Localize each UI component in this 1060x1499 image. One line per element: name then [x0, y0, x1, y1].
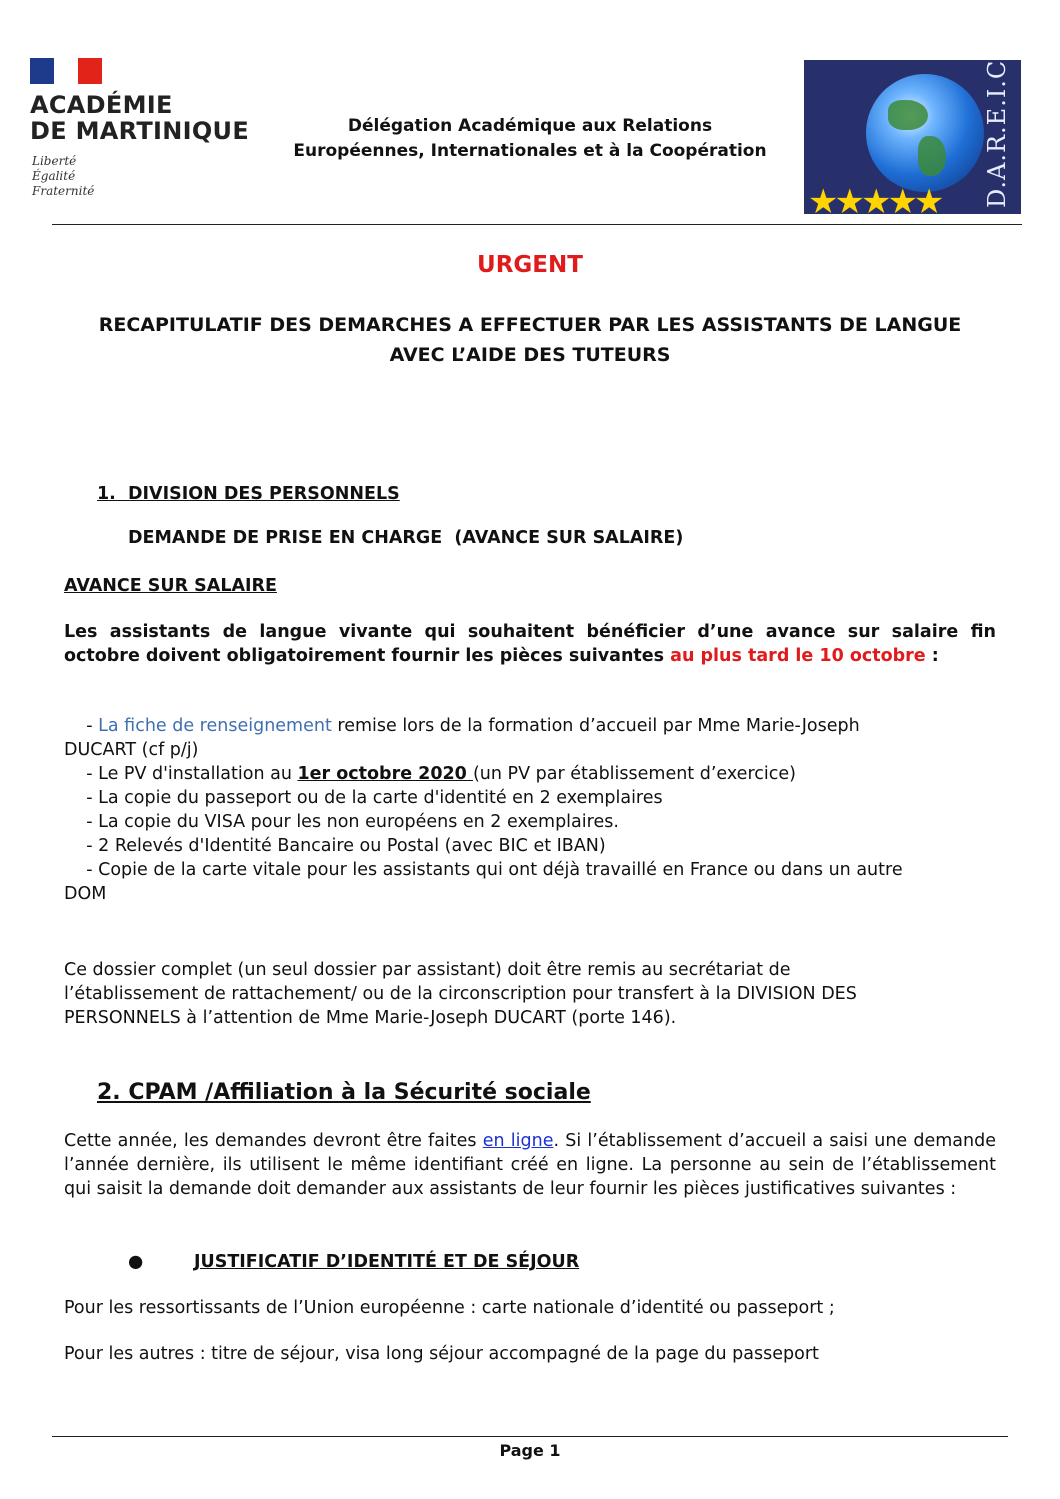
section-1-subheading: DEMANDE DE PRISE EN CHARGE (AVANCE SUR SALAIRE) [128, 528, 684, 548]
list-dash: - [64, 716, 99, 736]
list-item [64, 762, 1004, 786]
footer-divider [52, 1436, 1008, 1437]
documents-list [64, 714, 1004, 906]
others-line: Pour les autres : titre de séjour, visa long séjour accompagné de la page du passeport [64, 1344, 819, 1364]
recap-title [40, 310, 1020, 370]
delegation-title [280, 114, 780, 164]
avance-paragraph-line-2 [64, 644, 996, 668]
list-item-text: remise lors de la formation d’accueil par Mme Marie-Joseph [331, 716, 860, 736]
logo-title [30, 92, 249, 144]
list-item-continuation: DUCART (cf p/j) [64, 740, 199, 760]
motto-liberte: Liberté [32, 154, 77, 168]
delegation-line-2: Européennes, Internationales et à la Coopération [293, 141, 767, 161]
marianne-flag-icon [30, 58, 102, 84]
cpam-paragraph [64, 1129, 996, 1201]
justificatif-heading-text: JUSTIFICATIF D’IDENTITÉ ET DE SÉJOUR [194, 1252, 580, 1272]
deadline-text: au plus tard le 10 octobre [670, 646, 926, 666]
globe-icon [866, 74, 984, 192]
list-item-text: (un PV par établissement d’exercice) [472, 764, 796, 784]
installation-date: 1er octobre 2020 [297, 764, 473, 784]
avance-text: octobre doivent obligatoirement fournir les pièces suivantes [64, 646, 671, 666]
avance-text-end: : [925, 646, 939, 666]
list-item [64, 714, 1004, 738]
dossier-line-3: PERSONNELS à l’attention de Mme Marie-Joseph DUCART (porte 146). [64, 1008, 677, 1028]
avance-heading: AVANCE SUR SALAIRE [64, 576, 277, 596]
section-2-heading: 2. CPAM /Affiliation à la Sécurité sociale [97, 1080, 591, 1105]
header-divider [52, 224, 1022, 225]
avance-paragraph-line-1: Les assistants de langue vivante qui souhaitent bénéficier d’une avance sur salaire fin [64, 622, 996, 642]
motto-fraternite: Fraternité [32, 184, 95, 198]
motto-egalite: Égalité [32, 169, 76, 183]
dareic-logo-text: D.A.R.E.I.C [983, 60, 1011, 208]
delegation-line-1: Délégation Académique aux Relations [347, 116, 713, 136]
en-ligne-link[interactable]: en ligne [482, 1131, 554, 1151]
bullet-icon: ● [128, 1252, 144, 1272]
cpam-text: Cette année, les demandes devront être faites [64, 1131, 483, 1151]
recap-title-line-1: RECAPITULATIF DES DEMARCHES A EFFECTUER PAR LES ASSISTANTS DE LANGUE [98, 314, 962, 336]
list-item: - La copie du VISA pour les non européens en 2 exemplaires. [64, 812, 619, 832]
list-item: - La copie du passeport ou de la carte d'identité en 2 exemplaires [64, 788, 663, 808]
section-1-heading: 1. DIVISION DES PERSONNELS [97, 484, 400, 504]
justificatif-heading [128, 1250, 579, 1274]
avance-paragraph [64, 620, 996, 668]
page-number: Page 1 [499, 1441, 561, 1460]
list-item-continuation: DOM [64, 884, 107, 904]
eu-line: Pour les ressortissants de l’Union européenne : carte nationale d’identité ou passeport ; [64, 1298, 835, 1318]
logo-motto [32, 154, 94, 199]
dossier-line-1: Ce dossier complet (un seul dossier par assistant) doit être remis au secrétariat de [64, 960, 791, 980]
urgent-title: URGENT [477, 252, 583, 278]
logo-title-line-2: DE MARTINIQUE [30, 117, 250, 145]
dossier-line-2: l’établissement de rattachement/ ou de la circonscription pour transfert à la DIVISION DES [64, 984, 857, 1004]
cpam-text-rest: . Si l’établissement d’accueil a saisi une demande l’année dernière, ils utilisent le même identifiant créé en ligne. La personne au sein de l’établissement qui saisit la demande doit demander aux assistants de leur fournir les pièces justificatives suivantes : [64, 1131, 996, 1199]
list-item-text: - Le PV d'installation au [64, 764, 298, 784]
logo-title-line-1: ACADÉMIE [30, 91, 173, 119]
dossier-paragraph [64, 958, 1004, 1030]
dareic-logo [804, 60, 1021, 214]
fiche-renseignement-text: La fiche de renseignement [98, 716, 332, 736]
list-item: - 2 Relevés d'Identité Bancaire ou Postal (avec BIC et IBAN) [64, 836, 606, 856]
recap-title-line-2: AVEC L’AIDE DES TUTEURS [389, 344, 671, 366]
list-item: - Copie de la carte vitale pour les assistants qui ont déjà travaillé en France ou dans un autre [64, 860, 903, 880]
stars-icon: ★★★★★ [808, 182, 941, 214]
